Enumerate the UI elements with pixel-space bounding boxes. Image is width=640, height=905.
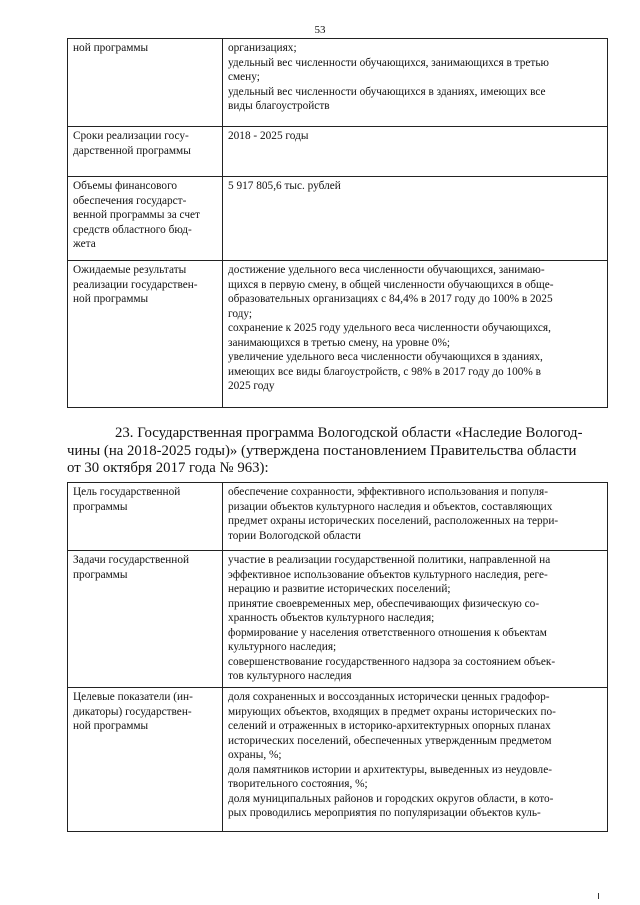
row-value — [223, 551, 608, 688]
heading-line: 23. Государственная программа Вологодской области «Наследие Вологод- — [115, 425, 583, 441]
value-line: обеспечение сохранности, эффективного использования и популя- — [228, 486, 548, 498]
table-row — [68, 551, 608, 688]
label-line: жета — [73, 238, 96, 250]
row-label — [68, 551, 223, 688]
value-line: хранность объектов культурного наследия; — [228, 612, 435, 624]
label-line: Целевые показатели (ин- — [73, 691, 193, 703]
value-line: занимающихся в третью смену, на уровне 0%; — [228, 336, 451, 349]
table-row — [68, 39, 608, 127]
row-value — [223, 39, 608, 127]
row-label — [68, 177, 223, 261]
value-line: исторических поселений, обеспеченных утвержденным предметом — [228, 734, 552, 747]
value-line: рых проводились мероприятия по популяризации объектов куль- — [228, 807, 541, 819]
value-line: селений и отраженных в историко-архитектурных опорных планах — [228, 720, 551, 732]
row-label — [68, 688, 223, 832]
table-row — [68, 177, 608, 261]
value-line: нерацию и развитие исторических поселений; — [228, 583, 451, 595]
table-row — [68, 688, 608, 832]
label-line: программы — [73, 568, 128, 581]
program-passport-table — [67, 482, 608, 832]
heading-line: от 30 октября 2017 года № 963): — [67, 460, 269, 476]
value-line: сохранение к 2025 году удельного веса численности обучающихся, — [228, 322, 551, 334]
label-line: Задачи государственной — [73, 554, 190, 566]
label-line: Ожидаемые результаты — [73, 264, 187, 276]
value-line: виды благоустройств — [228, 100, 330, 112]
label-line: венной программы за счет — [73, 209, 200, 221]
value-line: участие в реализации государственной политики, направленной на — [228, 554, 551, 566]
value-line: совершенствование государственного надзора за состоянием объек- — [228, 655, 556, 668]
value-line: мирующих объектов, входящих в предмет охраны исторических по- — [228, 705, 556, 718]
table-row — [68, 127, 608, 177]
value-line: удельный вес численности обучающихся, занимающихся в третью — [228, 56, 549, 69]
value-line: тов культурного наследия — [228, 670, 352, 682]
value-line: достижение удельного веса численности обучающихся, занимаю- — [228, 264, 545, 276]
label-line: дикаторы) государствен- — [73, 705, 192, 718]
label-line: программы — [73, 500, 128, 513]
label-line: Цель государственной — [73, 486, 181, 498]
row-label — [68, 261, 223, 408]
value-line: творительного состояния, %; — [228, 778, 368, 790]
label-line: реализации государствен- — [73, 278, 198, 291]
value-line: доля муниципальных районов и городских округов области, в кото- — [228, 792, 554, 805]
value-line: доля сохраненных и воссозданных исторически ценных градофор- — [228, 691, 550, 703]
label-line: дарственной программы — [73, 144, 191, 157]
value-line: 5 917 805,6 тыс. рублей — [228, 180, 341, 192]
value-line: формирование у населения ответственного отношения к объектам — [228, 626, 547, 639]
value-line: охраны, %; — [228, 749, 282, 761]
value-line: смену; — [228, 71, 260, 83]
page-number: 53 — [314, 24, 326, 36]
value-line: удельный вес численности обучающихся в зданиях, имеющих все — [228, 85, 546, 98]
value-line: тории Вологодской области — [228, 529, 361, 542]
row-value — [223, 483, 608, 551]
value-line: эффективное использование объектов культурного наследия, реге- — [228, 568, 548, 581]
label-line: Сроки реализации госу- — [73, 130, 189, 142]
scan-mark — [598, 893, 599, 899]
row-value — [223, 688, 608, 832]
row-label — [68, 127, 223, 177]
table-row — [68, 483, 608, 551]
label-line: ной программы — [73, 293, 149, 305]
row-label — [68, 483, 223, 551]
heading-line: чины (на 2018-2025 годы)» (утверждена постановлением Правительства области — [67, 442, 577, 459]
row-value — [223, 177, 608, 261]
row-label — [68, 39, 223, 127]
label-line: Объемы финансового — [73, 180, 178, 192]
value-line: культурного наследия; — [228, 641, 337, 653]
label-line: ной программы — [73, 720, 149, 732]
label-line: ной программы — [73, 42, 149, 54]
value-line: предмет охраны исторических поселений, расположенных на терри- — [228, 515, 559, 527]
value-line: щихся в первую смену, в общей численности обучающихся в обще- — [228, 278, 554, 291]
table-row — [68, 261, 608, 408]
value-line: 2018 - 2025 годы — [228, 130, 309, 142]
label-line: средств областного бюд- — [73, 223, 192, 236]
value-line: увеличение удельного веса численности обучающихся в зданиях, — [228, 351, 543, 363]
value-line: организациях; — [228, 42, 297, 54]
row-value — [223, 127, 608, 177]
value-line: имеющих все виды благоустройств, с 98% в 2017 году до 100% в — [228, 365, 541, 378]
section-heading — [67, 425, 607, 478]
label-line: обеспечения государст- — [73, 194, 187, 207]
value-line: ризации объектов культурного наследия и объектов, составляющих — [228, 500, 553, 513]
row-value — [223, 261, 608, 408]
passport-table-continued — [67, 38, 608, 408]
value-line: доля памятников истории и архитектуры, выведенных из неудовле- — [228, 763, 552, 776]
value-line: образовательных организациях с 84,4% в 2017 году до 100% в 2025 — [228, 293, 553, 305]
value-line: году; — [228, 307, 253, 320]
value-line: 2025 году — [228, 380, 275, 392]
value-line: принятие своевременных мер, обеспечивающих физическую со- — [228, 597, 540, 610]
